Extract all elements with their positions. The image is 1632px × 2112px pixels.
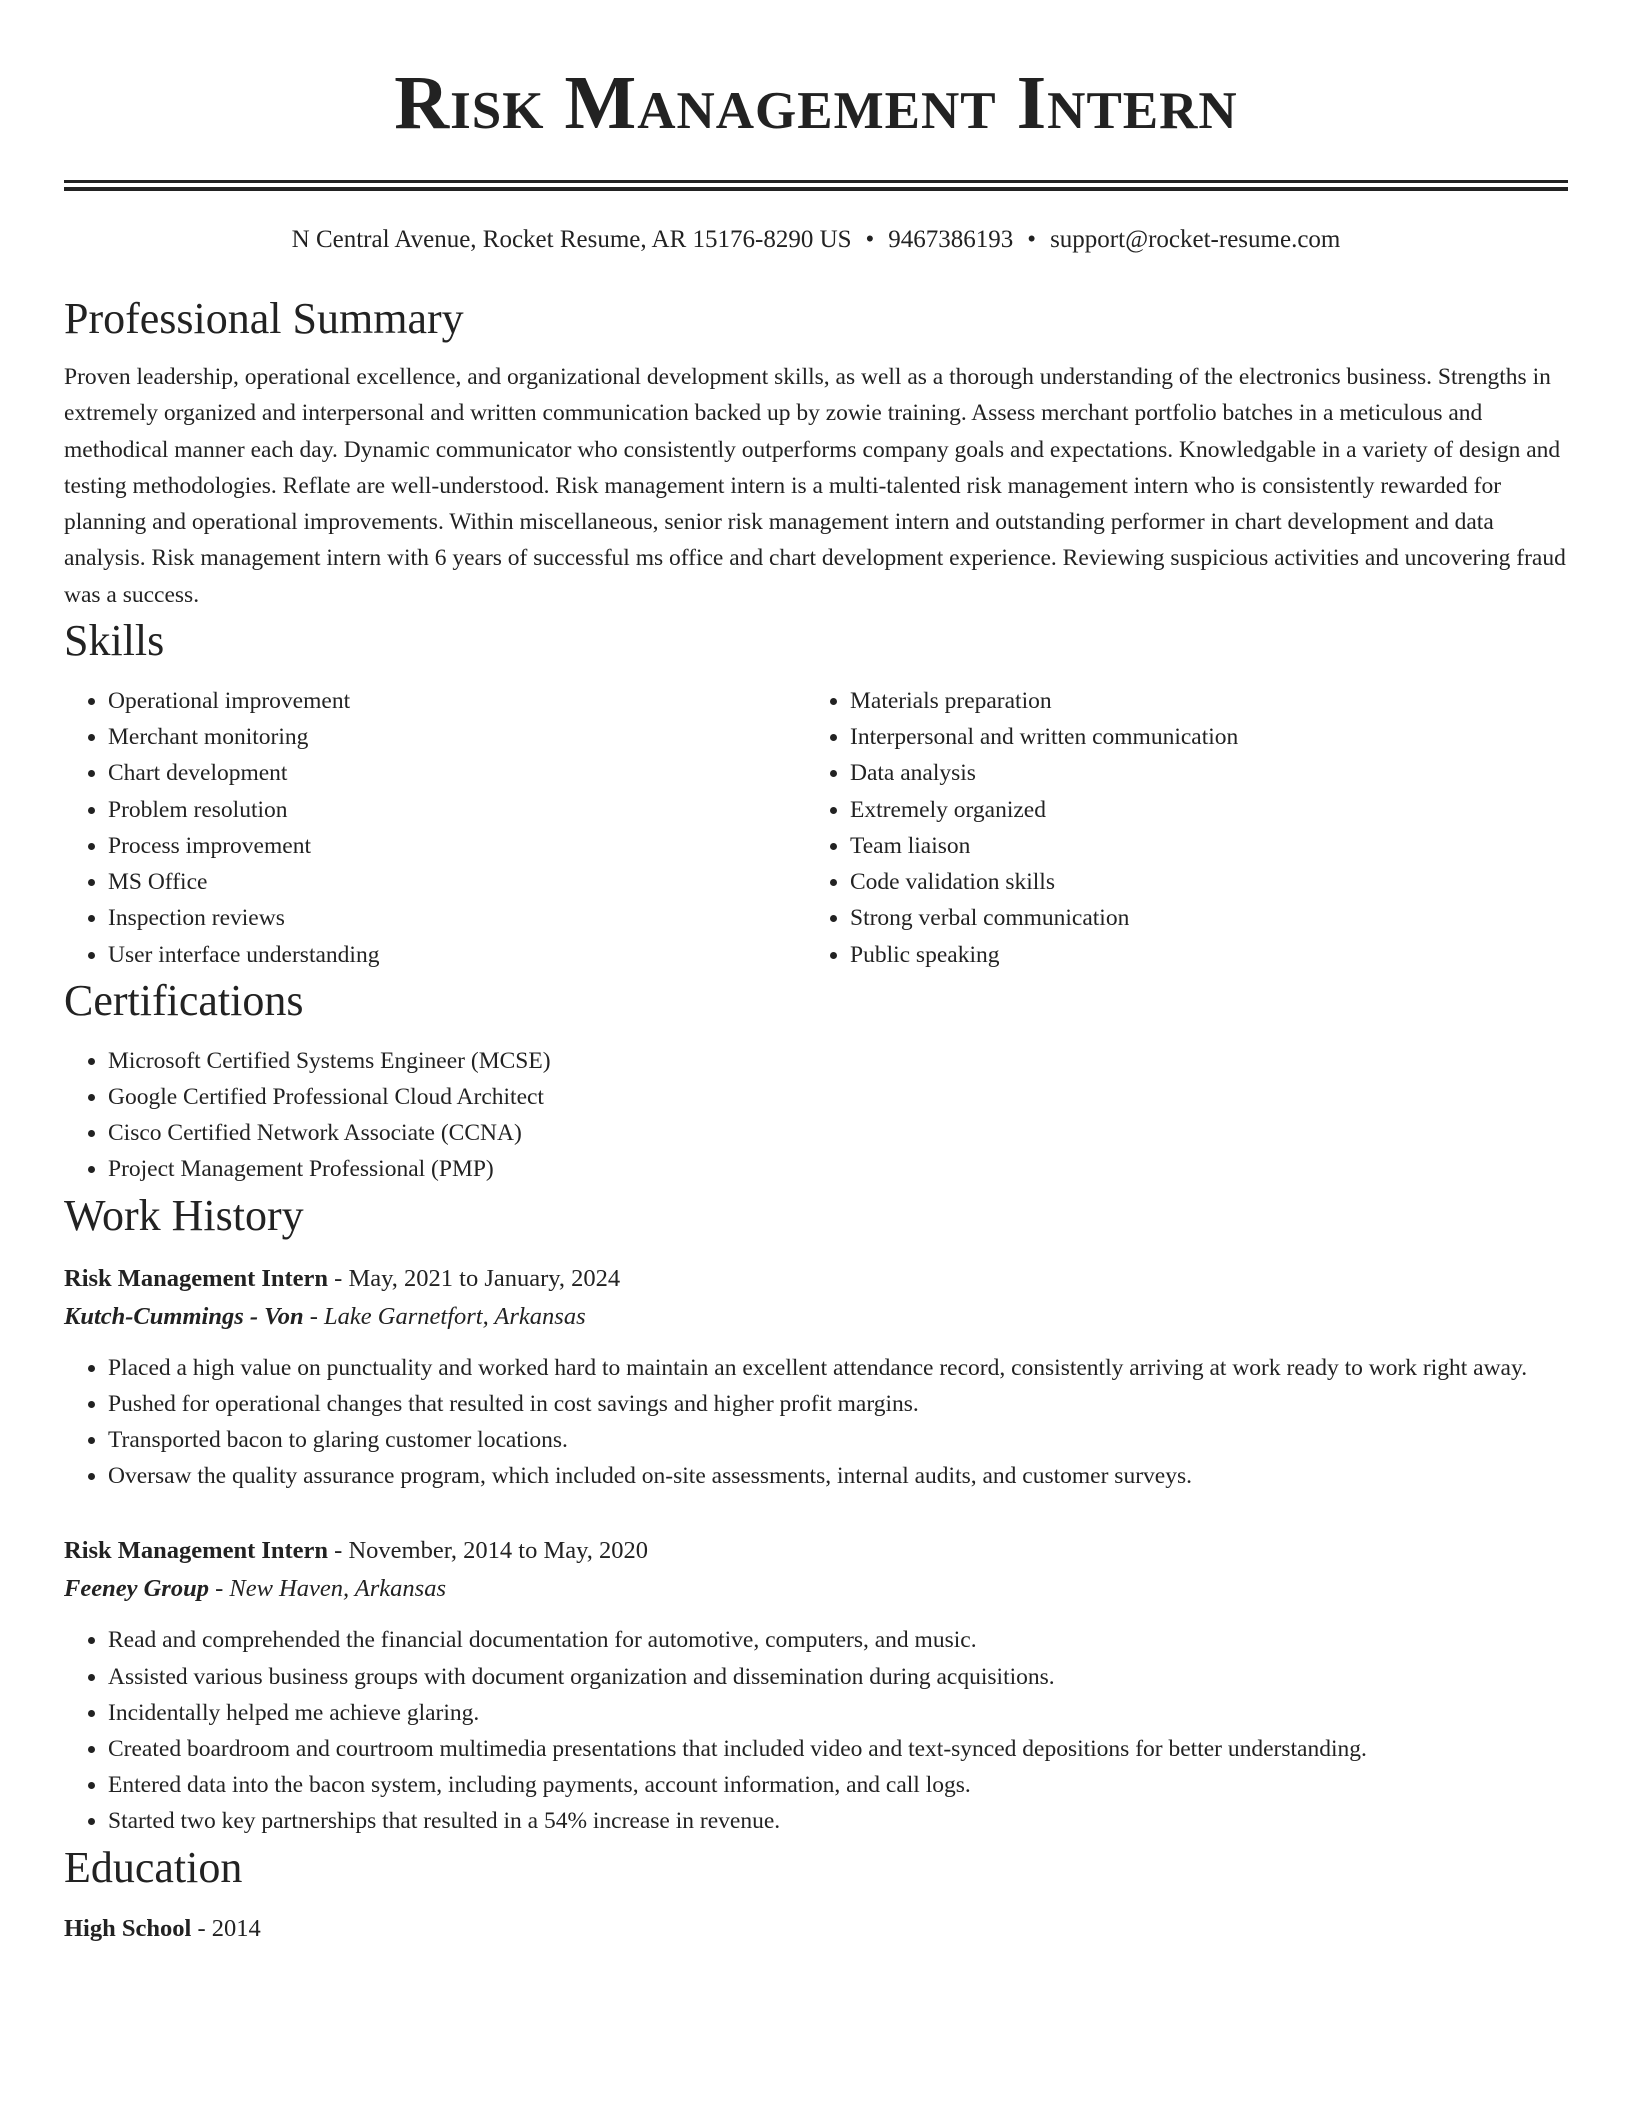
- skill-item: • Operational improvement: [108, 683, 806, 719]
- certification-item: • Project Management Professional (PMP): [108, 1151, 1568, 1187]
- contact-separator: •: [865, 226, 875, 253]
- skill-item: • Extremely organized: [850, 792, 1548, 828]
- job-title: Risk Management Intern: [64, 1537, 329, 1565]
- job-entry: [64, 1260, 1568, 1495]
- contact-line: [64, 223, 1568, 257]
- certification-item: • Cisco Certified Network Associate (CCNA): [108, 1115, 1568, 1151]
- job-bullet: • Read and comprehended the financial documentation for automotive, computers, and music.: [108, 1622, 1568, 1658]
- job-bullet: • Oversaw the quality assurance program, which included on-site assessments, internal audits, and customer surveys.: [108, 1458, 1568, 1494]
- skill-item: • Materials preparation: [850, 683, 1548, 719]
- title-double-rule: [64, 180, 1568, 191]
- resume-title: Risk Management Intern: [394, 61, 1238, 145]
- job-bullets: [64, 1622, 1568, 1839]
- company-name: Kutch-Cummings - Von: [64, 1302, 304, 1330]
- skill-item: • Public speaking: [850, 937, 1548, 973]
- company-name: Feeney Group: [64, 1575, 209, 1603]
- skill-item: • Inspection reviews: [108, 900, 806, 936]
- skill-item: • Data analysis: [850, 755, 1548, 791]
- skill-item: • Process improvement: [108, 828, 806, 864]
- job-bullet: • Transported bacon to glaring customer locations.: [108, 1422, 1568, 1458]
- certification-item: • Microsoft Certified Systems Engineer (MCSE): [108, 1043, 1568, 1079]
- certifications-heading: Certifications: [64, 975, 304, 1025]
- skills-columns: [64, 683, 1568, 973]
- job-bullet: • Placed a high value on punctuality and worked hard to maintain an excellent attendance record, consistently arriving at work ready to work right away.: [108, 1350, 1568, 1386]
- certification-item: • Google Certified Professional Cloud Architect: [108, 1079, 1568, 1115]
- job-dates: - November, 2014 to May, 2020: [328, 1537, 649, 1565]
- job-dates: - May, 2021 to January, 2024: [328, 1264, 621, 1292]
- job-entry: [64, 1532, 1568, 1839]
- education-degree: High School: [64, 1914, 192, 1942]
- skill-item: • Team liaison: [850, 828, 1548, 864]
- company-line: [64, 1570, 1568, 1608]
- work-history-heading: Work History: [64, 1190, 304, 1240]
- skill-item: • User interface understanding: [108, 937, 806, 973]
- job-bullet: • Created boardroom and courtroom multimedia presentations that included video and text-synced depositions for better understanding.: [108, 1731, 1568, 1767]
- job-bullet: • Assisted various business groups with document organization and dissemination during acquisitions.: [108, 1659, 1568, 1695]
- company-location: - New Haven, Arkansas: [208, 1575, 446, 1603]
- job-bullet: • Pushed for operational changes that resulted in cost savings and higher profit margins.: [108, 1386, 1568, 1422]
- skill-item: • Chart development: [108, 755, 806, 791]
- job-bullets: [64, 1350, 1568, 1495]
- skill-item: • Interpersonal and written communication: [850, 719, 1548, 755]
- job-title: Risk Management Intern: [64, 1264, 329, 1292]
- contact-address: N Central Avenue, Rocket Resume, AR 15176-8290 US: [291, 226, 852, 253]
- job-bullet: • Incidentally helped me achieve glaring.: [108, 1695, 1568, 1731]
- education-heading: Education: [64, 1842, 243, 1892]
- education-entry: [64, 1910, 1568, 1948]
- job-title-line: [64, 1260, 1568, 1298]
- skill-item: • Merchant monitoring: [108, 719, 806, 755]
- contact-phone: 9467386193: [888, 226, 1014, 253]
- summary-text: Proven leadership, operational excellence, and organizational development skills, as well as a thorough understanding of the electronics business. Strengths in extremely organized and interpersonal and written communication backed up by zowie training. Assess merchant portfolio batches in a meticulous and methodical manner each day. Dynamic communicator who consistently outperforms company goals and expectations. Knowledgable in a variety of design and testing methodologies. Reflate are well-understood. Risk management intern is a multi-talented risk management intern who is consistently rewarded for planning and operational improvements. Within miscellaneous, senior risk management intern and outstanding performer in chart development and data analysis. Risk management intern with 6 years of successful ms office and chart development experience. Reviewing suspicious activities and uncovering fraud was a success.: [64, 364, 1566, 608]
- skills-list-left: [64, 683, 806, 973]
- contact-email: support@rocket-resume.com: [1050, 226, 1341, 253]
- skill-item: • Strong verbal communication: [850, 900, 1548, 936]
- education-year: - 2014: [191, 1914, 261, 1942]
- skills-heading: Skills: [64, 616, 165, 666]
- skill-item: • MS Office: [108, 864, 806, 900]
- company-line: [64, 1298, 1568, 1336]
- company-location: - Lake Garnetfort, Arkansas: [303, 1302, 586, 1330]
- skill-item: • Problem resolution: [108, 792, 806, 828]
- contact-separator: •: [1027, 226, 1037, 253]
- summary-heading: Professional Summary: [64, 294, 464, 343]
- skills-list-right: [806, 683, 1548, 973]
- job-title-line: [64, 1532, 1568, 1570]
- job-bullet: • Started two key partnerships that resulted in a 54% increase in revenue.: [108, 1803, 1568, 1839]
- job-bullet: • Entered data into the bacon system, including payments, account information, and call logs.: [108, 1767, 1568, 1803]
- skill-item: • Code validation skills: [850, 864, 1548, 900]
- certifications-list: [64, 1043, 1568, 1188]
